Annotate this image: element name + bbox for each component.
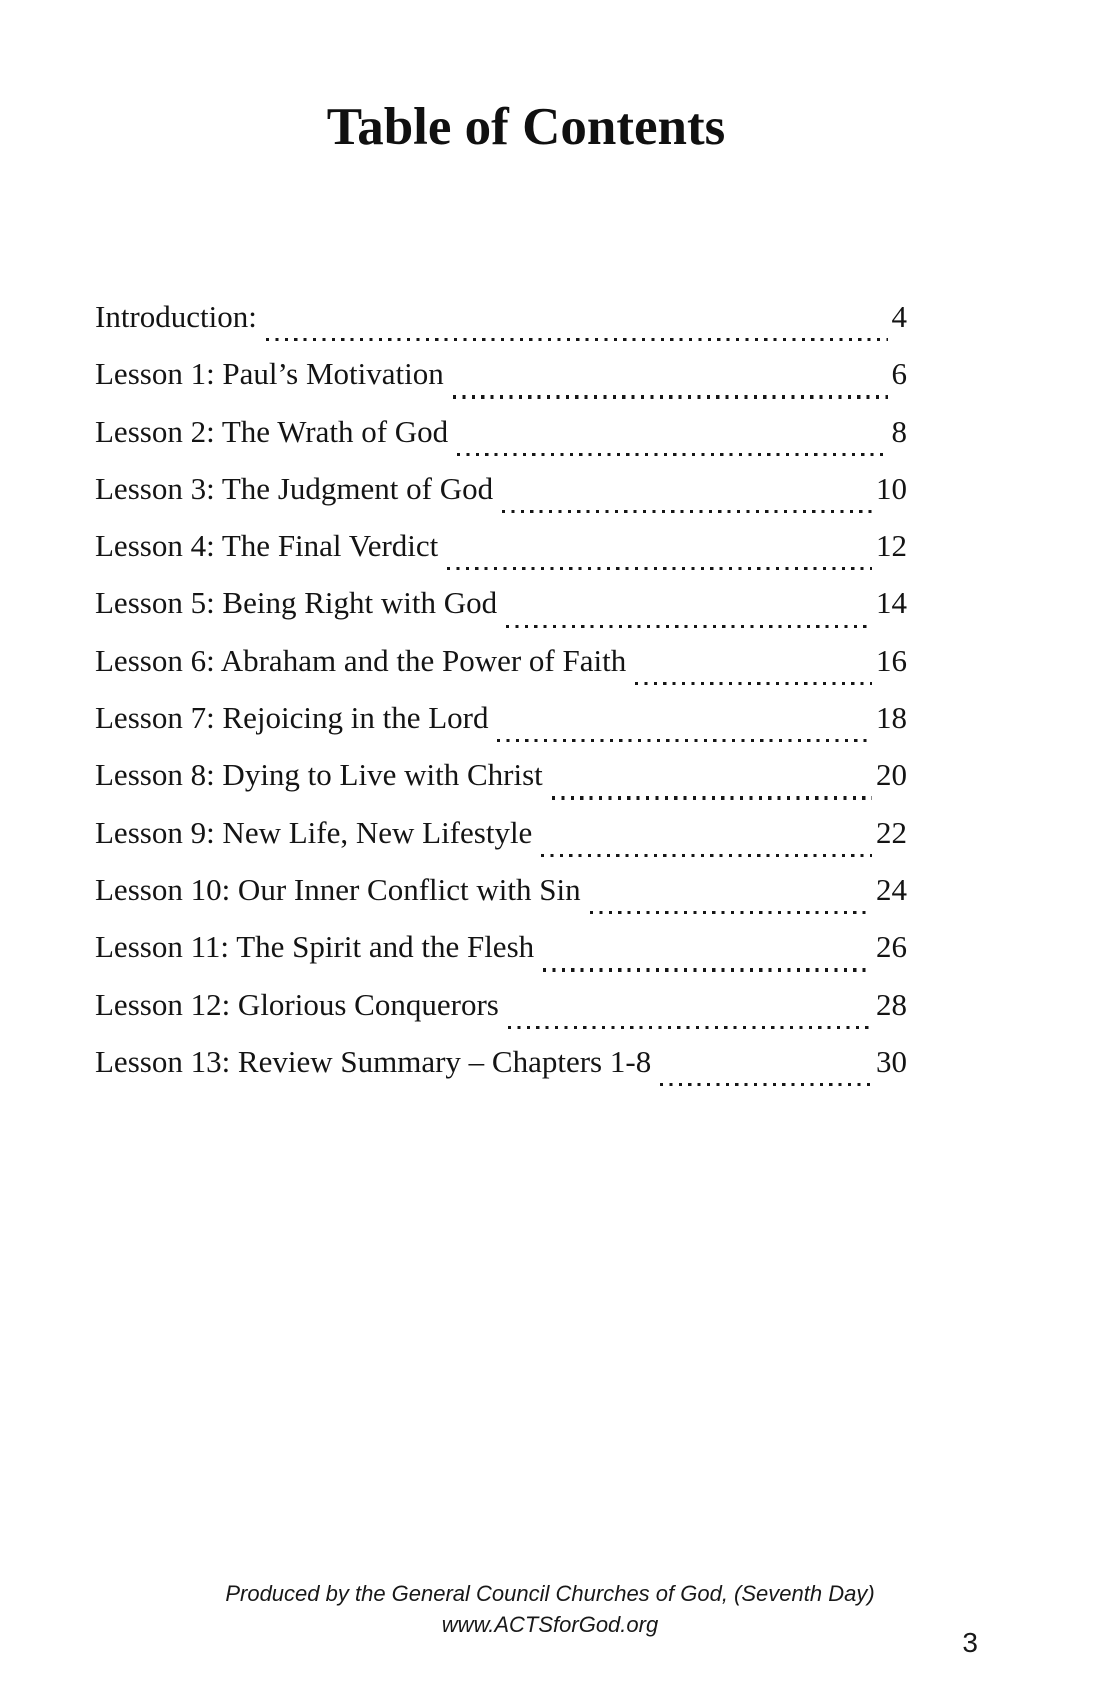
dot-leader bbox=[508, 1026, 872, 1029]
toc-entry-label: Lesson 3: The Judgment of God bbox=[95, 470, 494, 506]
toc-entry-page: 26 bbox=[876, 929, 907, 965]
toc-entry-page: 10 bbox=[876, 470, 907, 506]
dot-leader bbox=[497, 739, 872, 742]
toc-entry-page: 30 bbox=[876, 1043, 907, 1079]
toc-entry-label: Lesson 9: New Life, New Lifestyle bbox=[95, 814, 533, 850]
toc-row bbox=[95, 528, 907, 585]
toc-row bbox=[95, 643, 907, 700]
toc-entry-label: Lesson 5: Being Right with God bbox=[95, 585, 498, 621]
toc-entry-page: 20 bbox=[876, 757, 907, 793]
toc-row bbox=[95, 414, 907, 471]
toc-row bbox=[95, 1044, 907, 1101]
table-of-contents bbox=[95, 299, 907, 1101]
toc-row bbox=[95, 585, 907, 642]
page-title: Table of Contents bbox=[326, 98, 726, 156]
dot-leader bbox=[266, 338, 888, 341]
toc-row bbox=[95, 757, 907, 814]
toc-entry-label: Introduction: bbox=[95, 299, 257, 334]
page-number: 3 bbox=[962, 1627, 978, 1658]
dot-leader bbox=[453, 395, 888, 398]
toc-row bbox=[95, 700, 907, 757]
dot-leader bbox=[590, 911, 872, 914]
toc-row bbox=[95, 987, 907, 1044]
toc-entry-label: Lesson 7: Rejoicing in the Lord bbox=[95, 700, 489, 736]
dot-leader bbox=[552, 796, 872, 799]
toc-entry-label: Lesson 10: Our Inner Conflict with Sin bbox=[95, 871, 581, 907]
toc-row bbox=[95, 356, 907, 413]
toc-entry-page: 22 bbox=[876, 814, 907, 850]
toc-entry-label: Lesson 11: The Spirit and the Flesh bbox=[95, 929, 535, 965]
toc-entry-page: 12 bbox=[876, 528, 907, 564]
dot-leader bbox=[541, 854, 872, 857]
toc-row bbox=[95, 872, 907, 929]
dot-leader bbox=[506, 625, 872, 628]
toc-entry-label: Lesson 6: Abraham and the Power of Faith bbox=[95, 642, 627, 678]
dot-leader bbox=[502, 510, 872, 513]
toc-entry-page: 6 bbox=[891, 356, 907, 392]
toc-entry-page: 16 bbox=[876, 642, 907, 678]
toc-entry-label: Lesson 4: The Final Verdict bbox=[95, 528, 439, 564]
toc-entry-label: Lesson 12: Glorious Conquerors bbox=[95, 986, 499, 1022]
toc-row bbox=[95, 471, 907, 528]
toc-row bbox=[95, 299, 907, 356]
toc-row bbox=[95, 929, 907, 986]
dot-leader bbox=[660, 1083, 872, 1086]
toc-row bbox=[95, 815, 907, 872]
toc-entry-page: 14 bbox=[876, 585, 907, 621]
toc-entry-label: Lesson 13: Review Summary – Chapters 1-8 bbox=[95, 1043, 652, 1079]
footer-website: www.ACTSforGod.org bbox=[441, 1612, 659, 1637]
toc-entry-page: 24 bbox=[876, 871, 907, 907]
toc-entry-label: Lesson 2: The Wrath of God bbox=[95, 413, 449, 449]
footer bbox=[0, 1578, 1100, 1640]
dot-leader bbox=[635, 682, 872, 685]
footer-produced-by: Produced by the General Council Churches of God, (Seventh Day) bbox=[225, 1581, 875, 1606]
dot-leader bbox=[543, 968, 872, 971]
toc-entry-page: 4 bbox=[891, 299, 907, 334]
toc-entry-label: Lesson 8: Dying to Live with Christ bbox=[95, 757, 543, 793]
toc-entry-page: 18 bbox=[876, 700, 907, 736]
dot-leader bbox=[447, 567, 872, 570]
toc-entry-page: 8 bbox=[891, 413, 907, 449]
toc-entry-label: Lesson 1: Paul’s Motivation bbox=[95, 356, 444, 392]
dot-leader bbox=[457, 453, 887, 456]
toc-entry-page: 28 bbox=[876, 986, 907, 1022]
